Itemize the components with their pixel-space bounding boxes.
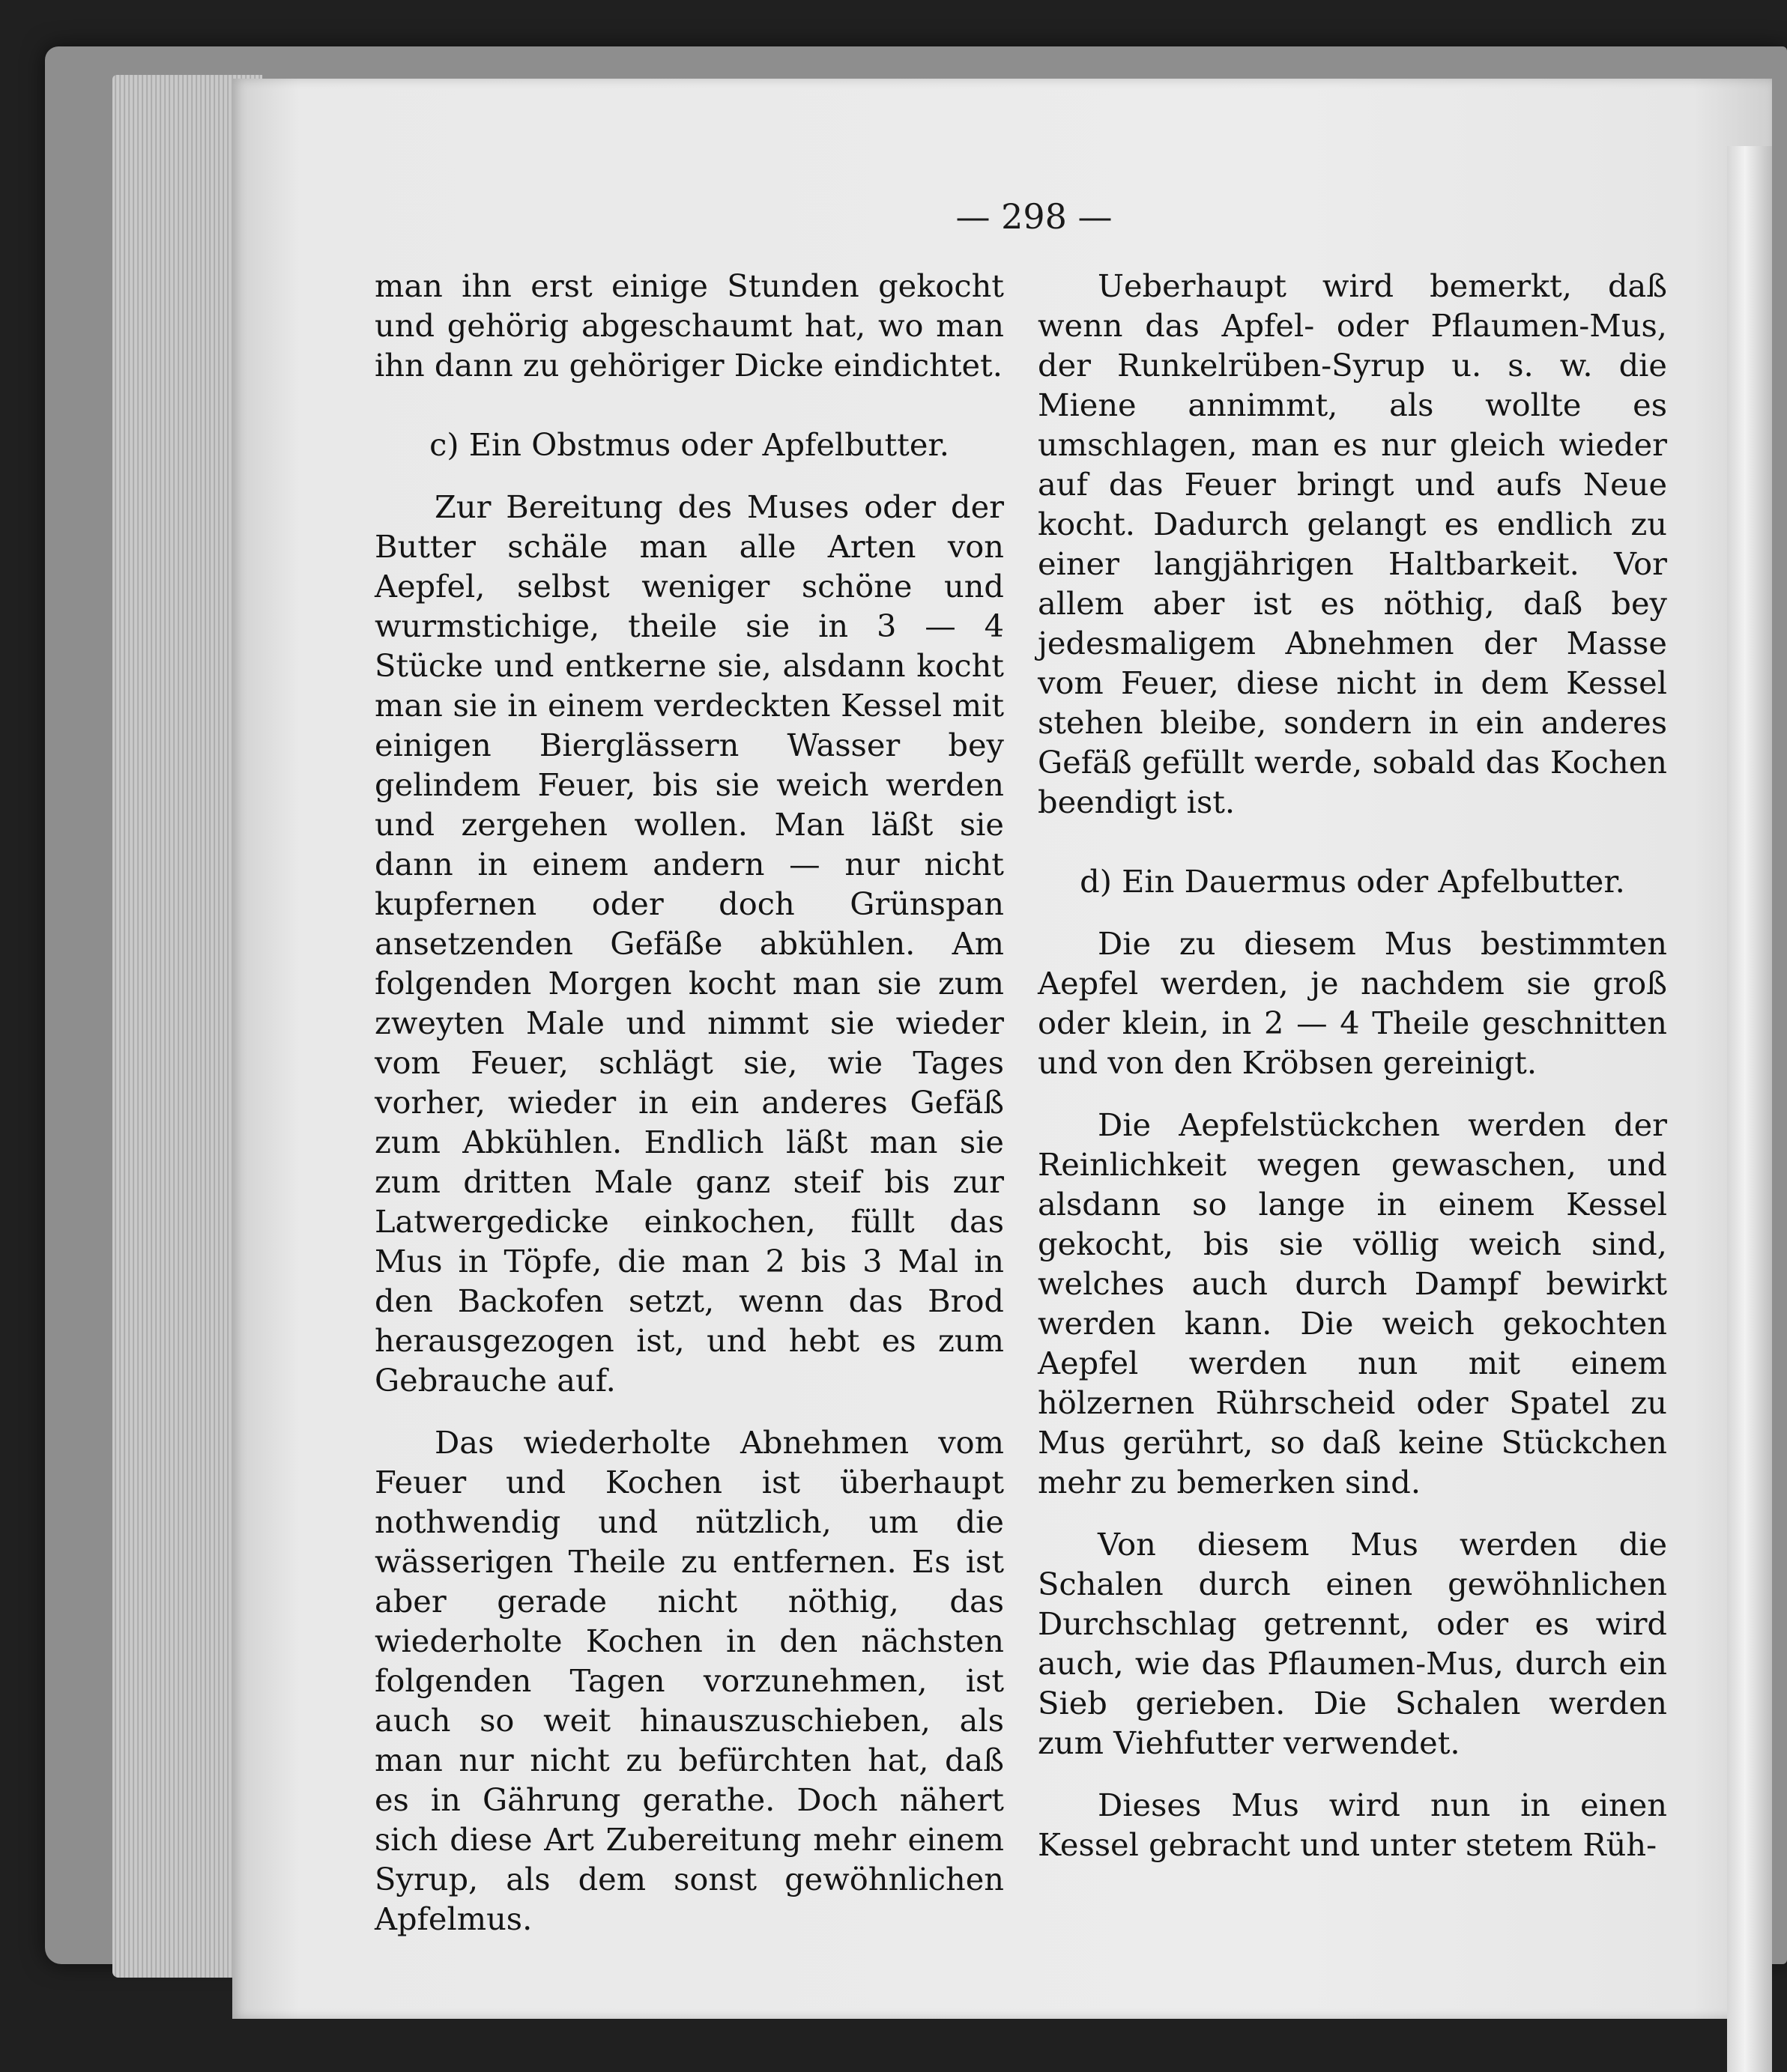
- paragraph-d1: Die zu diesem Mus bestimmten Aepfel werden, je nachdem sie groß oder klein, in 2 — 4 Theile geschnitten und von den Kröbsen gereinigt.: [1038, 925, 1667, 1081]
- section-heading-d: d) Ein Dauermus oder Apfelbutter.: [1080, 863, 1625, 900]
- page-number: — 298 —: [955, 196, 1113, 237]
- right-column: [1038, 266, 1667, 1865]
- page-curl: [1727, 146, 1772, 2072]
- paragraph-d3: Von diesem Mus werden die Schalen durch einen gewöhnlichen Durchschlag getrennt, oder es wird auch, wie das Pflaumen-Mus, durch ein Sieb gerieben. Die Schalen werden zum Viehfutter verwendet.: [1038, 1526, 1667, 1761]
- section-heading-c: c) Ein Obstmus oder Apfelbutter.: [429, 426, 949, 463]
- continuation-paragraph: man ihn erst einige Stunden gekocht und gehörig abgeschaumt hat, wo man ihn dann zu gehöriger Dicke eindichtet.: [375, 267, 1004, 384]
- left-column: [375, 266, 1004, 1939]
- paragraph-c2: Das wiederholte Abnehmen vom Feuer und Kochen ist überhaupt nothwendig und nützlich, um die wässerigen Theile zu entfernen. Es ist aber gerade nicht nöthig, das wiederholte Kochen in den nächsten folgenden Tagen vorzunehmen, ist auch so weit hinauszuschieben, als man nur nicht zu befürchten hat, daß es in Gährung gerathe. Doch nähert sich diese Art Zubereitung mehr einem Syrup, als dem sonst gewöhnlichen Apfelmus.: [375, 1424, 1004, 1937]
- paragraph-c1: Zur Bereitung des Muses oder der Butter schäle man alle Arten von Aepfel, selbst weniger schöne und wurmstichige, theile sie in 3 — 4 Stücke und entkerne sie, alsdann kocht man sie in einem verdeckten Kessel mit einigen Bierglässern Wasser bey gelindem Feuer, bis sie weich werden und zergehen wollen. Man läßt sie dann in einem andern — nur nicht kupfernen oder doch Grünspan ansetzenden Gefäße abkühlen. Am folgenden Morgen kocht man sie zum zweyten Male und nimmt sie wieder vom Feuer, schlägt sie, wie Tages vorher, wieder in ein anderes Gefäß zum Abkühlen. Endlich läßt man sie zum dritten Male ganz steif bis zur Latwergedicke einkochen, füllt das Mus in Töpfe, die man 2 bis 3 Mal in den Backofen setzt, wenn das Brod herausgezogen ist, und hebt es zum Gebrauche auf.: [375, 488, 1004, 1399]
- paragraph-r1: Ueberhaupt wird bemerkt, daß wenn das Apfel- oder Pflaumen-Mus, der Runkelrüben-Syrup u. s. w. die Miene annimmt, als wollte es umschlagen, man es nur gleich wieder auf das Feuer bringt und aufs Neue kocht. Dadurch gelangt es endlich zu einer langjährigen Haltbarkeit. Vor allem aber ist es nöthig, daß bey jedesmaligem Abnehmen der Masse vom Feuer, diese nicht in dem Kessel stehen bleibe, sondern in ein anderes Gefäß gefüllt werde, sobald das Kochen beendigt ist.: [1038, 267, 1667, 820]
- paragraph-d2: Die Aepfelstückchen werden der Reinlichkeit wegen gewaschen, und alsdann so lange in einem Kessel gekocht, bis sie völlig weich sind, welches auch durch Dampf bewirkt werden kann. Die weich gekochten Aepfel werden nun mit einem hölzernen Rührscheid oder Spatel zu Mus gerührt, so daß keine Stückchen mehr zu bemerken sind.: [1038, 1106, 1667, 1500]
- paragraph-d4: Dieses Mus wird nun in einen Kessel gebracht und unter stetem Rüh-: [1038, 1787, 1667, 1863]
